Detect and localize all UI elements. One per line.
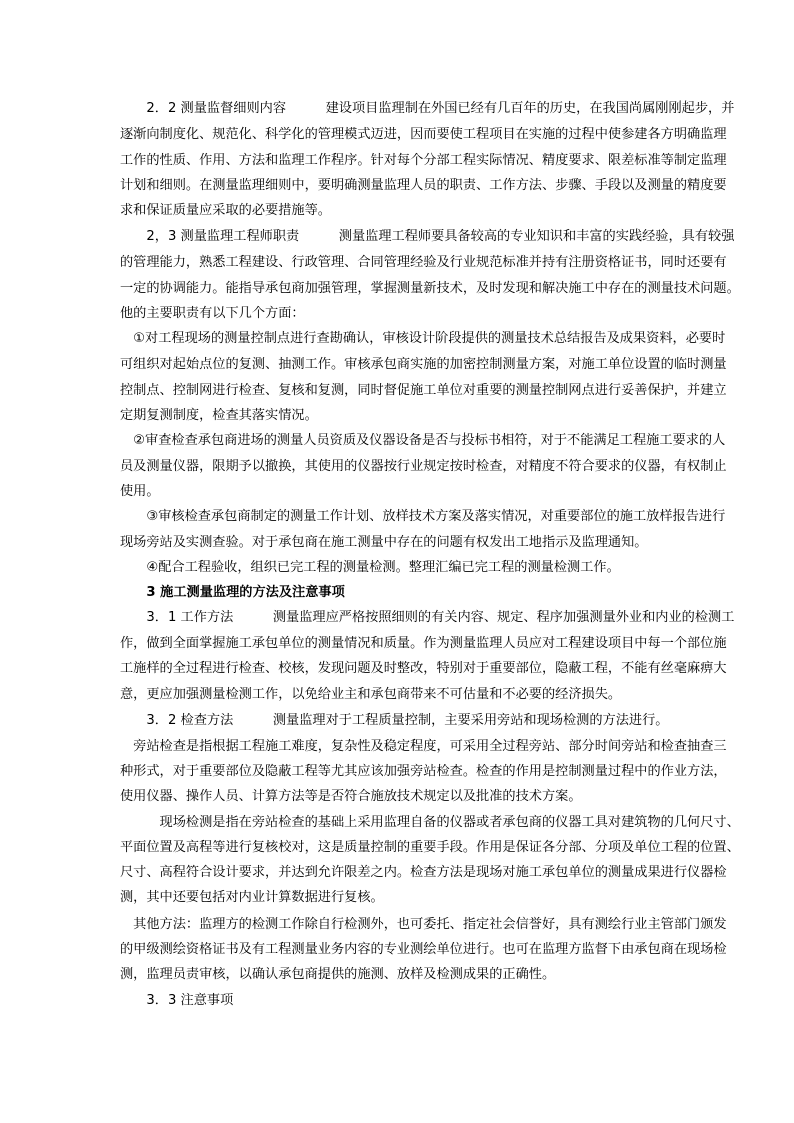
duty-3-line-1: ③审核检查承包商制定的测量工作计划、放样技术方案及落实情况，对重要部位的施工放样报告进行 [120,509,726,524]
paragraph-3-1-line-4: 意，更应加强测量检测工作，以免给业主和承包商带来不可估量和不必要的经济损失。 [120,687,622,702]
duty-1-line-4: 定期复测制度，检查其落实情况。 [120,408,318,423]
paragraph-2-3-line-2: 的管理能力，熟悉工程建设、行政管理、合同管理经验及行业规范标准并持有注册资格证书，同时还要有 [120,255,727,270]
duty-4-line-1: ④配合工程验收，组织已完工程的测量检测。整理汇编已完工程的测量检测工作。 [120,560,620,575]
duty-1-line-2: 可组织对起始点位的复测、抽测工作。审核承包商实施的加密控制测量方案，对施工单位设置的临时测量 [120,357,727,372]
paragraph-2-2-line-1: 2．2 测量监督细则内容 建设项目监理制在外国已经有几百年的历史，在我国尚属刚刚起步，并 [120,101,735,116]
duty-2-line-2: 员及测量仪器，限期予以撤换，其使用的仪器按行业规定按时检查，对精度不符合要求的仪器，有权制止 [120,459,727,474]
duty-2-line-1: ②审查检查承包商进场的测量人员资质及仪器设备是否与投标书相符，对于不能满足工程施工要求的人 [120,433,726,448]
paragraph-2-2-line-5: 求和保证质量应采取的必要措施等。 [120,203,331,218]
section-3-heading: 3 施工测量监理的方法及注意事项 [120,585,345,600]
paragraph-2-3-line-3: 一定的协调能力。能指导承包商加强管理，掌握测量新技术，及时发现和解决施工中存在的测量技术问题。 [120,281,740,296]
paragraph-2-2-line-4: 计划和细则。在测量监理细则中，要明确测量监理人员的职责、工作方法、步骤、手段以及测量的精度要 [120,178,727,193]
duty-2-line-3: 使用。 [120,484,160,499]
onsite-check-line-1: 旁站检查是指根据工程施工难度，复杂性及稳定程度，可采用全过程旁站、部分时间旁站和检查抽查三 [120,739,727,754]
field-inspection-line-4: 测，其中还要包括对内业计算数据进行复核。 [120,890,384,905]
paragraph-3-1-line-2: 作，做到全面掌握施工承包单位的测量情况和质量。作为测量监理人员应对工程建设项目中每一个部位施 [120,636,727,651]
paragraph-2-3-line-4: 他的主要职责有以下几个方面： [120,306,305,321]
field-inspection-line-2: 平面位置及高程等进行复核校对，这是质量控制的重要手段。作用是保证各分部、分项及单位工程的位置、 [120,840,740,855]
paragraph-2-3-line-1: 2，3 测量监理工程师职责 测量监理工程师要具备较高的专业知识和丰富的实践经验，具有较强 [120,229,735,244]
onsite-check-line-3: 使用仪器、操作人员、计算方法等是否符合施放技术规定以及批准的技术方案。 [120,789,582,804]
paragraph-2-2-line-3: 工作的性质、作用、方法和监理工作程序。针对每个分部工程实际情况、精度要求、限差标准等制定监理 [120,153,727,168]
other-methods-line-3: 测，监理员责审核，以确认承包商提供的施测、放样及检测成果的正确性。 [120,967,556,982]
paragraph-2-2-line-2: 逐渐向制度化、规范化、科学化的管理模式迈进，因而要使工程项目在实施的过程中使参建各方明确监理 [120,127,727,142]
other-methods-line-2: 的甲级测绘资格证书及有工程测量业务内容的专业测绘单位进行。也可在监理方监督下由承包商在现场检 [120,942,727,957]
paragraph-3-1-line-1: 3．1 工作方法 测量监理应严格按照细则的有关内容、规定、程序加强测量外业和内业的检测工 [120,610,735,625]
paragraph-3-1-line-3: 工施样的全过程进行检查、校核，发现问题及时整改，特别对于重要部位，隐蔽工程，不能有丝毫麻痹大 [120,661,727,676]
paragraph-3-2-line-1: 3．2 检查方法 测量监理对于工程质量控制，主要采用旁站和现场检测的方法进行。 [120,713,669,728]
other-methods-line-1: 其他方法：监理方的检测工作除自行检测外，也可委托、指定社会信誉好，具有测绘行业主管部门颁发 [120,917,727,932]
duty-3-line-2: 现场旁站及实测查验。对于承包商在施工测量中存在的问题有权发出工地指示及监理通知。 [120,535,648,550]
onsite-check-line-2: 种形式，对于重要部位及隐蔽工程等尤其应该加强旁站检查。检查的作用是控制测量过程中的作业方法， [120,764,727,779]
duty-1-line-1: ①对工程现场的测量控制点进行查勘确认，审核设计阶段提供的测量技术总结报告及成果资料，必要时 [120,331,726,346]
paragraph-3-3-heading: 3．3 注意事项 [120,993,234,1008]
field-inspection-line-3: 尺寸、高程符合设计要求，并达到允许限差之内。检查方法是现场对施工承包单位的测量成果进行仪器检 [120,865,727,880]
field-inspection-line-1: 现场检测是指在旁站检查的基础上采用监理自备的仪器或者承包商的仪器工具对建筑物的几何尺寸、 [120,815,740,830]
duty-1-line-3: 控制点、控制网进行检查、复核和复测，同时督促施工单位对重要的测量控制网点进行妥善保护，并建立 [120,383,727,398]
